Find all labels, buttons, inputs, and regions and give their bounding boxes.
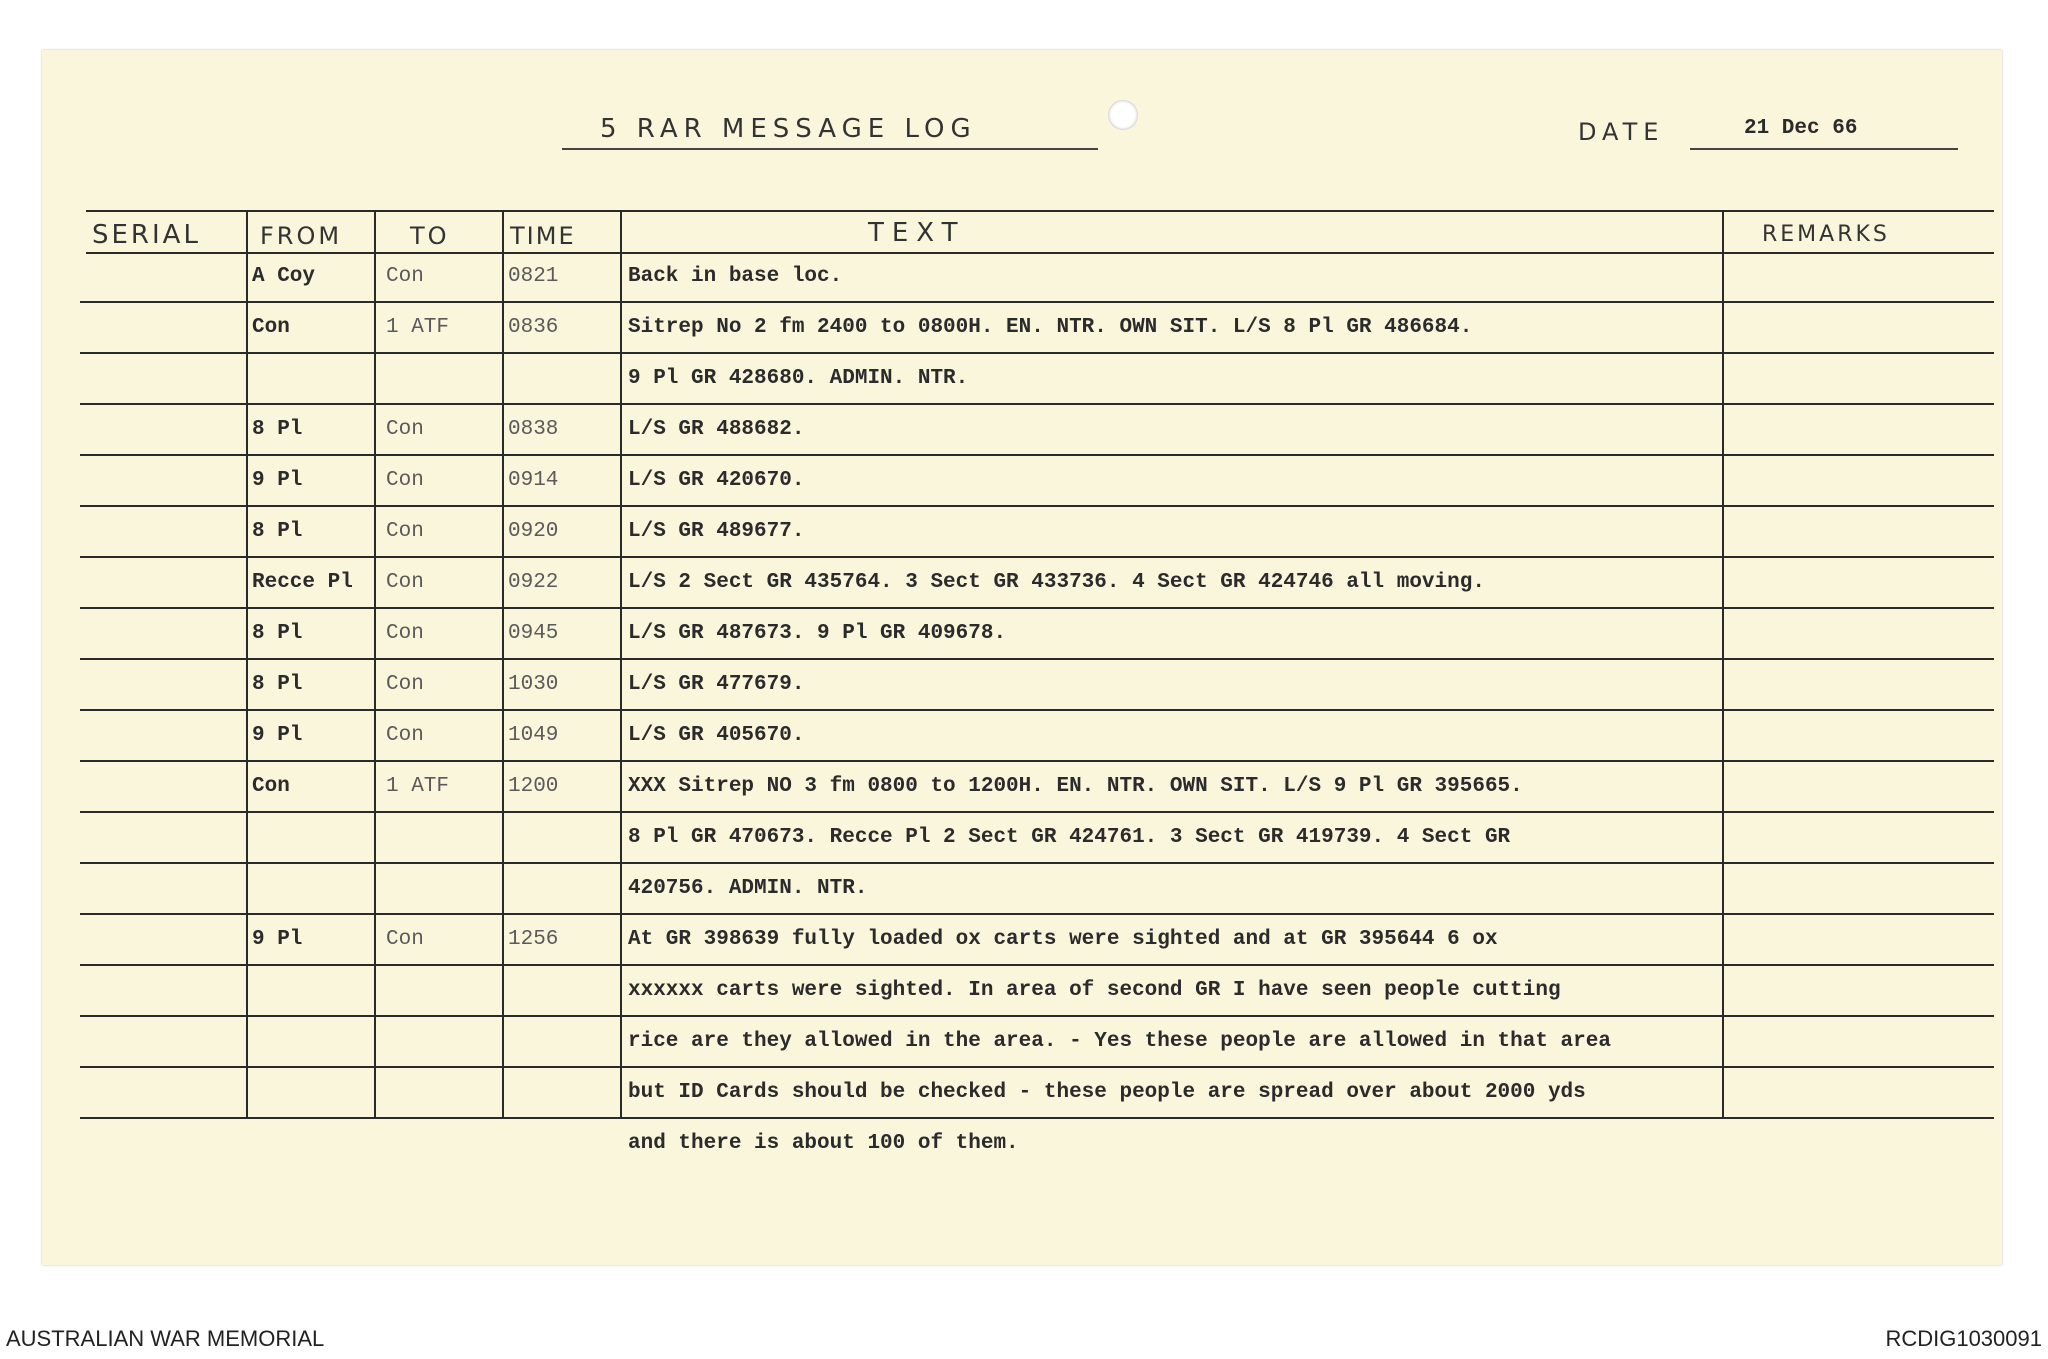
cell-time: 0836 [508,316,559,339]
table-rule [80,505,1994,507]
table-rule [80,301,1994,303]
table-rule [80,862,1994,864]
cell-text: and there is about 100 of them. [628,1132,1019,1155]
cell-to: Con [386,520,424,543]
cell-text: L/S GR 487673. 9 Pl GR 409678. [628,622,1007,645]
cell-text: 420756. ADMIN. NTR. [628,877,868,900]
table-rule [80,1066,1994,1068]
column-divider [1722,210,1724,1117]
cell-text: L/S GR 488682. [628,418,805,441]
table-rule [80,556,1994,558]
table-rule [80,454,1994,456]
table-rule [80,811,1994,813]
cell-text: 8 Pl GR 470673. Recce Pl 2 Sect GR 424761. 3 Sect GR 419739. 4 Sect GR [628,826,1511,849]
table-rule [80,352,1994,354]
table-rule [80,658,1994,660]
punch-hole [1108,100,1138,130]
cell-to: Con [386,673,424,696]
table-rule [80,913,1994,915]
cell-text: 9 Pl GR 428680. ADMIN. NTR. [628,367,969,390]
table-rule [80,964,1994,966]
cell-time: 1200 [508,775,559,798]
cell-to: 1 ATF [386,775,450,798]
title-underline [562,148,1098,150]
column-divider [246,210,248,1117]
cell-text: L/S GR 477679. [628,673,805,696]
cell-time: 0920 [508,520,559,543]
cell-text: rice are they allowed in the area. - Yes these people are allowed in that area [628,1030,1611,1053]
cell-text: but ID Cards should be checked - these people are spread over about 2000 yds [628,1081,1586,1104]
cell-text: L/S GR 405670. [628,724,805,747]
column-header-serial: SERIAL [92,220,201,250]
cell-from: 9 Pl [252,469,303,492]
table-rule [86,252,1994,254]
column-header-from: FROM [260,222,343,250]
cell-time: 1256 [508,928,559,951]
column-header-text: TEXT [868,218,966,248]
cell-text: Sitrep No 2 fm 2400 to 0800H. EN. NTR. OWN SIT. L/S 8 Pl GR 486684. [628,316,1473,339]
cell-text: xxxxxx carts were sighted. In area of second GR I have seen people cutting [628,979,1561,1002]
cell-time: 0945 [508,622,559,645]
cell-from: Con [252,316,290,339]
date-value: 21 Dec 66 [1744,117,1858,140]
cell-from: 8 Pl [252,520,303,543]
table-rule [80,760,1994,762]
cell-to: Con [386,469,424,492]
cell-from: 8 Pl [252,622,303,645]
column-divider [502,210,504,1117]
cell-from: A Coy [252,265,316,288]
cell-time: 0821 [508,265,559,288]
cell-to: Con [386,724,424,747]
footer-left: AUSTRALIAN WAR MEMORIAL [6,1326,325,1351]
column-divider [620,210,622,1117]
cell-to: Con [386,571,424,594]
cell-text: L/S GR 420670. [628,469,805,492]
cell-from: 9 Pl [252,724,303,747]
cell-from: Con [252,775,290,798]
cell-to: Con [386,265,424,288]
table-rule [86,210,1994,212]
cell-to: 1 ATF [386,316,450,339]
cell-time: 1049 [508,724,559,747]
cell-to: Con [386,418,424,441]
cell-text: L/S 2 Sect GR 435764. 3 Sect GR 433736. 4 Sect GR 424746 all moving. [628,571,1485,594]
cell-text: XXX Sitrep NO 3 fm 0800 to 1200H. EN. NTR. OWN SIT. L/S 9 Pl GR 395665. [628,775,1523,798]
cell-from: 8 Pl [252,673,303,696]
column-divider [374,210,376,1117]
cell-time: 0914 [508,469,559,492]
table-rule [80,1117,1994,1119]
cell-time: 0922 [508,571,559,594]
date-underline [1690,148,1958,150]
column-header-time: TIME [510,222,576,250]
column-header-to: TO [410,222,450,250]
cell-text: Back in base loc. [628,265,843,288]
cell-time: 0838 [508,418,559,441]
cell-from: Recce Pl [252,571,353,594]
table-rule [80,607,1994,609]
cell-time: 1030 [508,673,559,696]
table-rule [80,709,1994,711]
date-label: DATE [1578,118,1665,146]
table-rule [80,403,1994,405]
cell-text: L/S GR 489677. [628,520,805,543]
cell-to: Con [386,622,424,645]
page-title: 5 RAR MESSAGE LOG [600,114,977,144]
cell-to: Con [386,928,424,951]
cell-from: 8 Pl [252,418,303,441]
cell-from: 9 Pl [252,928,303,951]
column-header-remarks: REMARKS [1762,222,1890,247]
footer-right: RCDIG1030091 [1885,1326,2042,1351]
cell-text: At GR 398639 fully loaded ox carts were sighted and at GR 395644 6 ox [628,928,1498,951]
table-rule [80,1015,1994,1017]
